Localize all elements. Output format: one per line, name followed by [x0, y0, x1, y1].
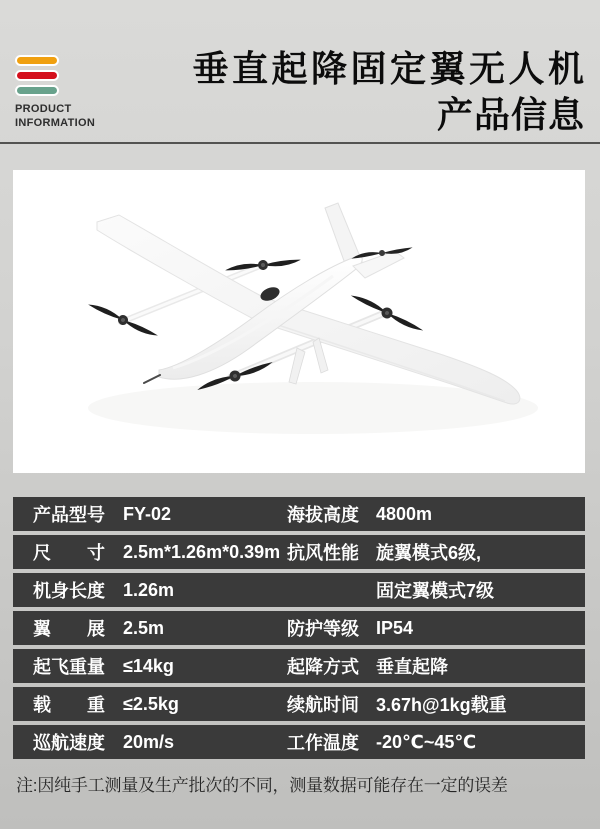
- spec-label: 起降方式: [287, 657, 359, 677]
- spec-label: 防护等级: [287, 619, 359, 639]
- table-row: [13, 687, 585, 721]
- header-divider: [0, 142, 600, 144]
- spec-label: 产品型号: [33, 505, 105, 525]
- spec-value: IP54: [376, 617, 414, 638]
- spec-value: FY-02: [123, 503, 172, 524]
- spec-label: 起飞重量: [33, 657, 105, 677]
- spec-value: 1.26m: [123, 579, 175, 600]
- spec-label: 海拔高度: [287, 505, 359, 525]
- table-row: [13, 573, 585, 607]
- logo-bar-red: [15, 70, 59, 81]
- page-title: [192, 46, 588, 138]
- spec-value: 旋翼模式6级,: [376, 543, 482, 563]
- page-title-line1: 垂直起降固定翼无人机: [192, 48, 588, 89]
- spec-value: 2.5m*1.26m*0.39m: [123, 541, 281, 562]
- spec-value: 垂直起降: [376, 657, 448, 677]
- brand-logo: [15, 55, 95, 130]
- spec-value: 固定翼模式7级: [376, 581, 495, 601]
- spec-label: 巡航速度: [33, 733, 105, 753]
- spec-label: 机身长度: [33, 581, 105, 601]
- spec-label: 工作温度: [287, 733, 359, 753]
- spec-value: ≤2.5kg: [123, 693, 179, 714]
- spec-table: [13, 497, 585, 759]
- product-image-panel: [13, 170, 585, 473]
- brand-text-line1: PRODUCT: [15, 103, 72, 115]
- spec-label: 续航时间: [287, 695, 359, 715]
- spec-label: 翼展: [33, 619, 105, 639]
- drone-image: [13, 170, 585, 473]
- spec-label: 尺寸: [33, 543, 105, 563]
- spec-value: 2.5m: [123, 617, 165, 638]
- brand-text-line2: INFORMATION: [15, 117, 96, 129]
- logo-bar-teal: [15, 85, 59, 96]
- spec-value: 20m/s: [123, 731, 175, 752]
- page-title-line2: 产品信息: [436, 94, 585, 135]
- spec-value: ≤14kg: [123, 655, 174, 676]
- logo-bar-orange: [15, 55, 59, 66]
- measurement-note: 注:因纯手工测量及生产批次的不同，测量数据可能存在一定的误差: [16, 776, 508, 795]
- table-row: [13, 535, 585, 569]
- spec-value: 4800m: [376, 503, 433, 524]
- spec-label: 抗风性能: [287, 543, 359, 563]
- table-row: [13, 611, 585, 645]
- spec-value: 3.67h@1kg载重: [376, 695, 507, 715]
- spec-value: -20℃~45℃: [376, 731, 477, 752]
- spec-label: 载重: [33, 695, 105, 715]
- table-row: [13, 649, 585, 683]
- brand-text: [15, 102, 95, 130]
- table-row: [13, 497, 585, 531]
- table-row: [13, 725, 585, 759]
